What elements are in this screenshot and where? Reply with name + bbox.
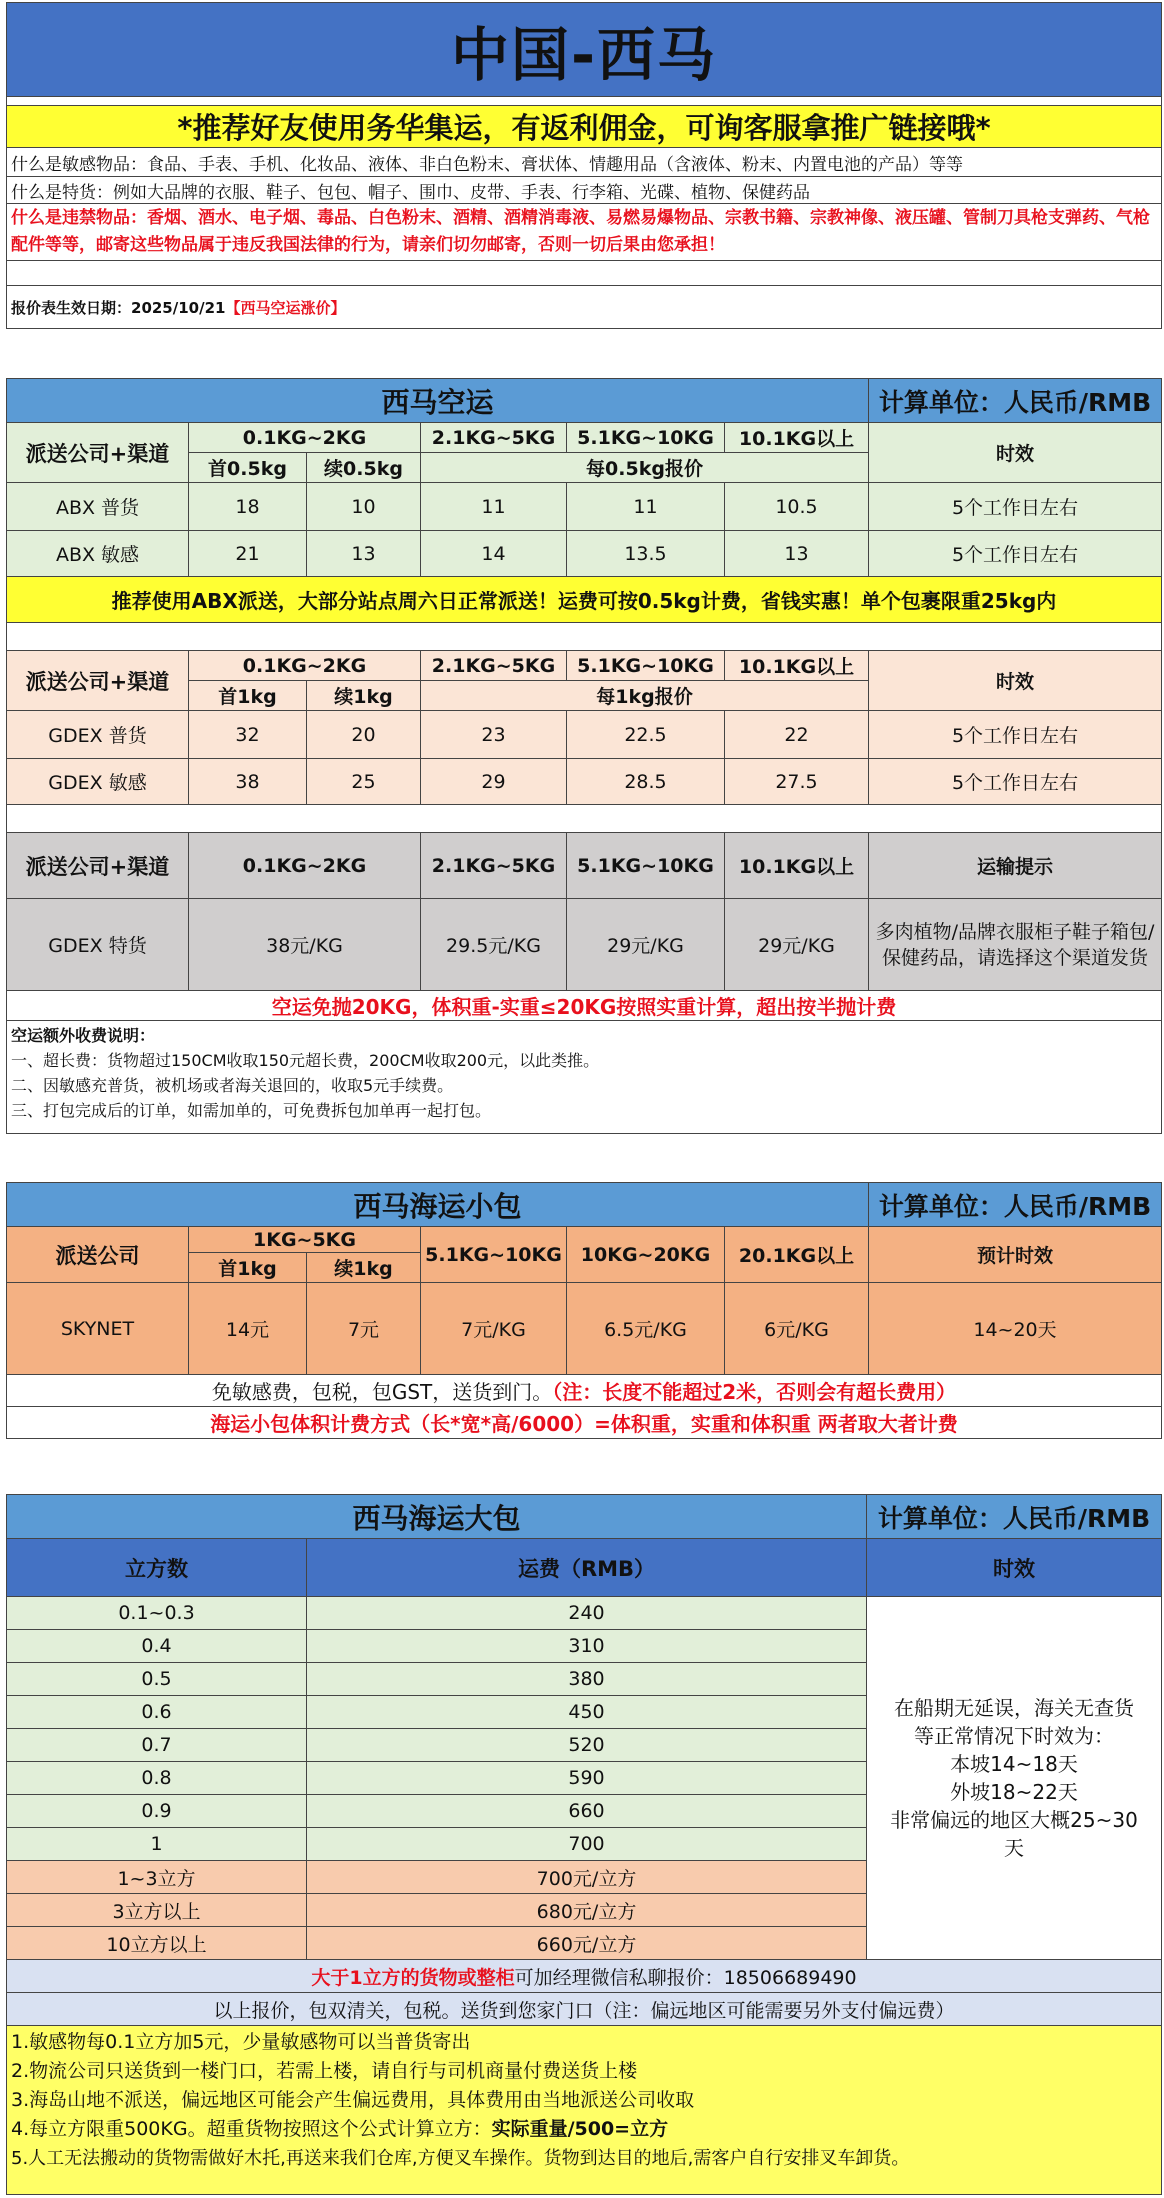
table-row: ABX 普货 18 10 11 11 10.5 5个工作日左右 [7, 483, 1162, 531]
effective-note: 【西马空运涨价】 [225, 298, 346, 317]
page-title: 中国-西马 [7, 3, 1162, 97]
sea-big-title: 西马海运大包 [7, 1495, 867, 1539]
sea-big-notes: 1.敏感物每0.1立方加5元，少量敏感物可以当普货寄出 2.物流公司只送货到一楼门口，若需上楼，请自行与司机商量付费送货上楼 3.海岛山地不派送，偏远地区可能会产生偏远费用，具体费用由当地派送公司收取 4.每立方限重500KG。超重货物按照这个公式计算立方：实际重量/500=立方 5.人工无法搬动的货物需做好木托,再送来我们仓库,方便叉车操作。货物到达目的地后,需客户自行安排叉车卸货。 [7, 2026, 1162, 2195]
table-row: 3立方以上 680元/立方 [7, 1894, 1162, 1927]
air-section: 西马空运 计算单位：人民币/RMB 派送公司+渠道 0.1KG~2KG 2.1KG~5KG 5.1KG~10KG 10.1KG以上 时效 首0.5kg 续0.5kg 每0.5kg报价 ABX 普货 18 10 11 11 10.5 5个工作日左右 ABX 敏感 21 13 14 13.5 13 5个工作日左右 推荐使用ABX派送，大部分站点周六日正常派送！运费可按0.5kg计费，省钱实惠！单个包裹限重25kg内 派送公司+渠道 0.1KG~2KG 2.1KG~5KG 5.1KG~10KG 10.1KG以上 时效 首1kg 续1kg 每1kg报价 GDEX 普货 32 20 23 22.5 22 5个工作日左右 GDEX 敏感 38 25 29 28.5 27.5 5个工作日左右 派送公司+渠道 0.1KG~2KG 2.1KG~5KG 5.1KG~10KG 10.1KG以上 运输提示 GDEX 特货 38元/KG 29.5元/KG 29元/KG 29元/KG 多肉植物/品牌衣服柜子鞋子箱包/保健药品，请选择这个渠道发货 空运免抛20KG，体积重-实重≤20KG按照实重计算，超出按半抛计费 空运额外收费说明： 一、超长费：货物超过150CM收取150元超长费，200CM收取200元，以此类推。 二、因敏感充普货，被机场或者海关退回的，收取5元手续费。 三、打包完成后的订单，如需加单的，可免费拆包加单再一起打包。 [6, 378, 1162, 1134]
abx-note: 推荐使用ABX派送，大部分站点周六日正常派送！运费可按0.5kg计费，省钱实惠！单个包裹限重25kg内 [7, 577, 1162, 623]
sea-big-summary: 以上报价，包双清关，包税。送货到您家门口（注：偏远地区可能需要另外支付偏远费） [7, 1993, 1162, 2026]
sea-big-time: 在船期无延误，海关无查货 等正常情况下时效为： 本坡14~18天 外坡18~22天 非常偏远的地区大概25~30 天 [867, 1597, 1162, 1960]
sensitive-definition: 什么是敏感物品：食品、手表、手机、化妆品、液体、非白色粉末、膏状体、情趣用品（含液体、粉末、内置电池的产品）等等 [7, 148, 1162, 177]
sea-big-section: 西马海运大包 计算单位：人民币/RMB 立方数 运费（RMB） 时效 0.1~0.3 240 在船期无延误，海关无查货 等正常情况下时效为： 本坡14~18天 外坡18~22天 非常偏远的地区大概25~30 天 0.4 310 0.5 380 0.6 450 0.7 520 0.8 590 0.9 660 1 700 1~3立方 700元/立方 3立方以上 680元/立方 10立方以上 660元/立方 大于1立方的货物或整柜可加经理微信私聊报价：18506689490 以上报价，包双清关，包税。送货到您家门口（注：偏远地区可能需要另外支付偏远费） 1.敏感物每0.1立方加5元，少量敏感物可以当普货寄出 2.物流公司只送货到一楼门口，若需上楼，请自行与司机商量付费送货上楼 3.海岛山地不派送，偏远地区可能会产生偏远费用，具体费用由当地派送公司收取 4.每立方限重500KG。超重货物按照这个公式计算立方：实际重量/500=立方 5.人工无法搬动的货物需做好木托,再送来我们仓库,方便叉车操作。货物到达目的地后,需客户自行安排叉车卸货。 [6, 1494, 1162, 2195]
sea-small-title: 西马海运小包 [7, 1183, 869, 1227]
air-title: 西马空运 [7, 379, 869, 423]
table-row: 0.7 520 [7, 1729, 1162, 1762]
sea-small-section: 西马海运小包 计算单位：人民币/RMB 派送公司 1KG~5KG 5.1KG~10KG 10KG~20KG 20.1KG以上 预计时效 首1kg 续1kg SKYNET 14元 7元 7元/KG 6.5元/KG 6元/KG 14~20天 免敏感费，包税，包GST，送货到门。（注：长度不能超过2米，否则会有超长费用） 海运小包体积计费方式（长*宽*高/6000）=体积重，实重和体积重 两者取大者计费 [6, 1182, 1162, 1439]
table-row: 10立方以上 660元/立方 [7, 1927, 1162, 1960]
table-row: ABX 敏感 21 13 14 13.5 13 5个工作日左右 [7, 531, 1162, 577]
table-row: 1 700 [7, 1828, 1162, 1861]
table-row: SKYNET 14元 7元 7元/KG 6.5元/KG 6元/KG 14~20天 [7, 1283, 1162, 1375]
air-company-header: 派送公司+渠道 [7, 423, 189, 483]
table-row: 0.4 310 [7, 1630, 1162, 1663]
header-section [6, 2, 1162, 329]
table-row: 0.8 590 [7, 1762, 1162, 1795]
prohibited-definition: 什么是违禁物品：香烟、酒水、电子烟、毒品、白色粉末、酒精、酒精消毒液、易燃易爆物品、宗教书籍、宗教神像、液压罐、管制刀具枪支弹药、气枪配件等等，邮寄这些物品属于违反我国法律的行为，请亲们切勿邮寄，否则一切后果由您承担！ [7, 204, 1162, 261]
sea-small-formula: 海运小包体积计费方式（长*宽*高/6000）=体积重，实重和体积重 两者取大者计费 [7, 1407, 1162, 1439]
table-row: GDEX 普货 32 20 23 22.5 22 5个工作日左右 [7, 711, 1162, 759]
sea-big-contact: 大于1立方的货物或整柜可加经理微信私聊报价：18506689490 [7, 1960, 1162, 1993]
table-row: GDEX 特货 38元/KG 29.5元/KG 29元/KG 29元/KG 多肉植物/品牌衣服柜子鞋子箱包/保健药品，请选择这个渠道发货 [7, 899, 1162, 991]
promo-banner: *推荐好友使用务华集运，有返利佣金，可询客服拿推广链接哦* [7, 106, 1162, 148]
table-row: GDEX 敏感 38 25 29 28.5 27.5 5个工作日左右 [7, 759, 1162, 805]
table-row: 0.1~0.3 240 在船期无延误，海关无查货 等正常情况下时效为： 本坡14~18天 外坡18~22天 非常偏远的地区大概25~30 天 [7, 1597, 1162, 1630]
volume-note: 空运免抛20KG，体积重-实重≤20KG按照实重计算，超出按半抛计费 [7, 991, 1162, 1021]
effective-date: 报价表生效日期：2025/10/21【西马空运涨价】 [7, 286, 1162, 329]
table-row: 1~3立方 700元/立方 [7, 1861, 1162, 1894]
table-row: 0.5 380 [7, 1663, 1162, 1696]
sea-small-note: 免敏感费，包税，包GST，送货到门。（注：长度不能超过2米，否则会有超长费用） [7, 1375, 1162, 1407]
table-row: 0.6 450 [7, 1696, 1162, 1729]
air-extra-fees: 空运额外收费说明： 一、超长费：货物超过150CM收取150元超长费，200CM收取200元，以此类推。 二、因敏感充普货，被机场或者海关退回的，收取5元手续费。 三、打包完成后的订单，如需加单的，可免费拆包加单再一起打包。 [7, 1021, 1162, 1134]
special-definition: 什么是特货：例如大品牌的衣服、鞋子、包包、帽子、围巾、皮带、手表、行李箱、光碟、植物、保健药品 [7, 177, 1162, 204]
table-row: 0.9 660 [7, 1795, 1162, 1828]
air-unit: 计算单位：人民币/RMB [869, 379, 1162, 423]
